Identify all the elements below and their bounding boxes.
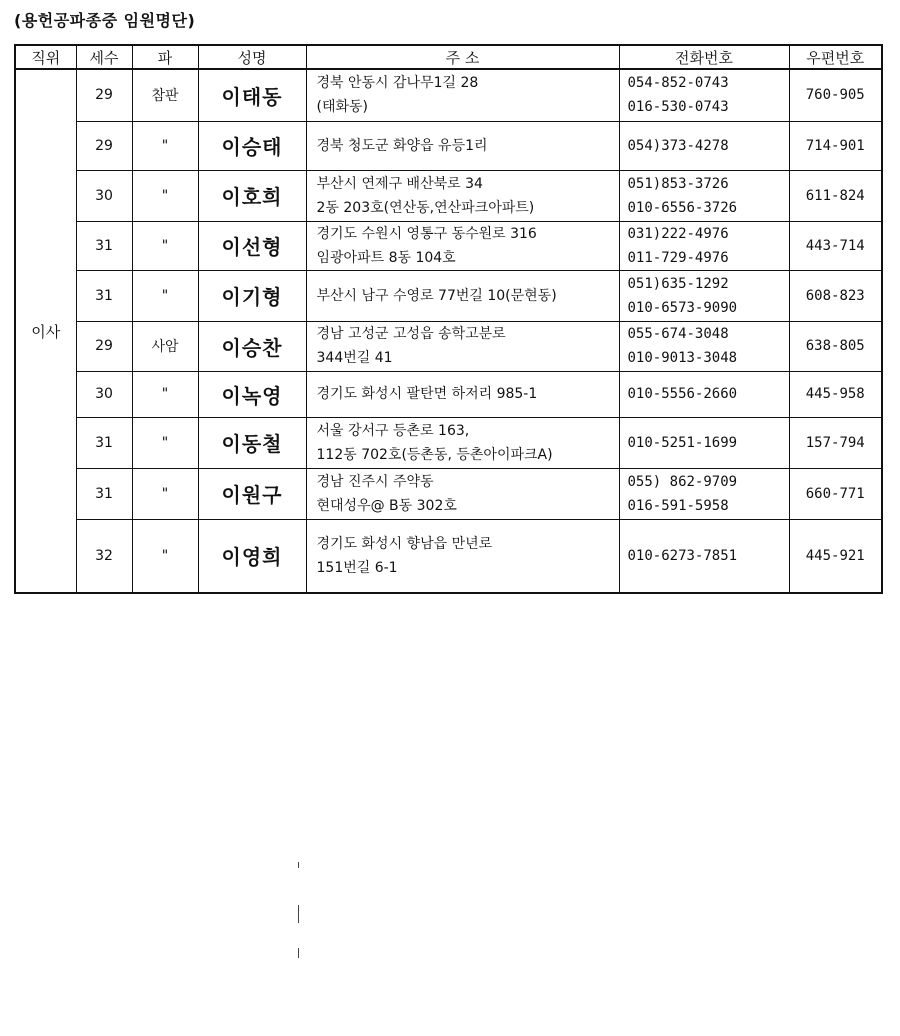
zip-cell: 638-805: [789, 321, 882, 371]
phone-cell: [619, 121, 789, 170]
phone-cell: [619, 321, 789, 371]
position-cell: 이사: [15, 69, 76, 593]
phone-number: 031)222-4976: [627, 225, 729, 242]
zip-cell: 157-794: [789, 417, 882, 468]
phone-number: 010-6273-7851: [627, 547, 738, 564]
officer-roster-table: [14, 44, 883, 594]
name-cell: 이선형: [198, 221, 306, 270]
branch-cell: 참판: [132, 69, 198, 121]
address-line: 부산시 남구 수영로 77번길 10(문현동): [316, 287, 557, 304]
name-cell: 이승태: [198, 121, 306, 170]
address-line: 경북 청도군 화양읍 유등1리: [316, 137, 488, 154]
phone-cell: [619, 69, 789, 121]
name-cell: 이기형: [198, 270, 306, 321]
table-row: [15, 270, 882, 321]
zip-cell: 445-958: [789, 371, 882, 417]
address-cell: [306, 69, 619, 121]
phone-number: 010-6556-3726: [627, 199, 738, 216]
phone-cell: [619, 221, 789, 270]
zip-cell: 608-823: [789, 270, 882, 321]
phone-cell: [619, 270, 789, 321]
generation-cell: 29: [76, 321, 132, 371]
generation-cell: 29: [76, 69, 132, 121]
address-cell: [306, 468, 619, 519]
address-cell: [306, 270, 619, 321]
phone-number: 010-5251-1699: [627, 434, 738, 451]
phone-number: 051)635-1292: [627, 275, 729, 292]
branch-cell: ": [132, 468, 198, 519]
branch-cell: ": [132, 371, 198, 417]
address-line: 2동 203호(연산동,연산파크아파트): [316, 199, 535, 216]
header-name: 성명: [198, 45, 306, 69]
header-branch: 파: [132, 45, 198, 69]
roster-body: [15, 69, 882, 593]
address-line: 151번길 6-1: [316, 559, 398, 576]
address-cell: [306, 371, 619, 417]
address-cell: [306, 417, 619, 468]
phone-number: 010-5556-2660: [627, 386, 738, 402]
table-row: [15, 371, 882, 417]
zip-cell: 443-714: [789, 221, 882, 270]
phone-number: 054-852-0743: [627, 75, 729, 92]
phone-cell: [619, 170, 789, 221]
branch-cell: ": [132, 519, 198, 593]
phone-number: 051)853-3726: [627, 175, 729, 192]
name-cell: 이녹영: [198, 371, 306, 417]
address-line: 부산시 연제구 배산북로 34: [316, 175, 483, 192]
table-row: [15, 69, 882, 121]
scan-speck: [298, 905, 299, 923]
table-row: [15, 321, 882, 371]
header-phone: 전화번호: [619, 45, 789, 69]
address-cell: [306, 170, 619, 221]
phone-cell: [619, 417, 789, 468]
name-cell: 이영희: [198, 519, 306, 593]
branch-cell: ": [132, 170, 198, 221]
generation-cell: 30: [76, 371, 132, 417]
phone-cell: [619, 371, 789, 417]
zip-cell: 660-771: [789, 468, 882, 519]
table-row: [15, 170, 882, 221]
phone-number: 011-729-4976: [627, 249, 729, 266]
table-row: [15, 221, 882, 270]
address-cell: [306, 221, 619, 270]
address-line: 서울 강서구 등촌로 163,: [316, 422, 470, 439]
branch-cell: ": [132, 121, 198, 170]
address-line: 112동 702호(등촌동, 등촌아이파크A): [316, 446, 553, 463]
address-line: 임광아파트 8동 104호: [316, 249, 456, 266]
table-row: [15, 468, 882, 519]
address-line: 경남 진주시 주약동: [316, 473, 434, 490]
phone-number: 055-674-3048: [627, 326, 729, 342]
address-line: 경기도 수원시 영통구 동수원로 316: [316, 225, 537, 242]
generation-cell: 29: [76, 121, 132, 170]
generation-cell: 31: [76, 221, 132, 270]
branch-cell: ": [132, 417, 198, 468]
address-line: 경기도 화성시 향남읍 만년로: [316, 535, 493, 552]
header-position: 직위: [15, 45, 76, 69]
address-line: 경남 고성군 고성읍 송학고분로: [316, 326, 506, 342]
address-line: 344번길 41: [316, 350, 393, 366]
name-cell: 이승찬: [198, 321, 306, 371]
name-cell: 이동철: [198, 417, 306, 468]
scan-speck: [298, 862, 299, 868]
address-cell: [306, 321, 619, 371]
address-cell: [306, 121, 619, 170]
address-cell: [306, 519, 619, 593]
zip-cell: 611-824: [789, 170, 882, 221]
table-row: [15, 519, 882, 593]
generation-cell: 30: [76, 170, 132, 221]
name-cell: 이호희: [198, 170, 306, 221]
header-zip: 우편번호: [789, 45, 882, 69]
branch-cell: 사암: [132, 321, 198, 371]
generation-cell: 31: [76, 270, 132, 321]
generation-cell: 31: [76, 417, 132, 468]
phone-number: 016-530-0743: [627, 99, 729, 116]
phone-number: 010-6573-9090: [627, 299, 738, 316]
phone-cell: [619, 468, 789, 519]
branch-cell: ": [132, 221, 198, 270]
address-line: (태화동): [316, 99, 368, 116]
generation-cell: 31: [76, 468, 132, 519]
name-cell: 이원구: [198, 468, 306, 519]
phone-number: 055) 862-9709: [627, 473, 738, 490]
zip-cell: 445-921: [789, 519, 882, 593]
name-cell: 이태동: [198, 69, 306, 121]
table-row: [15, 121, 882, 170]
phone-number: 054)373-4278: [627, 137, 729, 154]
header-address: 주 소: [306, 45, 619, 69]
generation-cell: 32: [76, 519, 132, 593]
zip-cell: 714-901: [789, 121, 882, 170]
scan-speck: [298, 948, 299, 958]
table-row: [15, 417, 882, 468]
document-title: (용헌공파종중 임원명단): [14, 11, 196, 30]
phone-number: 010-9013-3048: [627, 350, 738, 366]
zip-cell: 760-905: [789, 69, 882, 121]
address-line: 경기도 화성시 팔탄면 하저리 985-1: [316, 386, 538, 402]
phone-number: 016-591-5958: [627, 497, 729, 514]
header-row: [15, 45, 882, 69]
address-line: 경북 안동시 감나무1길 28: [316, 75, 479, 92]
address-line: 현대성우@ B동 302호: [316, 497, 457, 514]
branch-cell: ": [132, 270, 198, 321]
header-generation: 세수: [76, 45, 132, 69]
phone-cell: [619, 519, 789, 593]
